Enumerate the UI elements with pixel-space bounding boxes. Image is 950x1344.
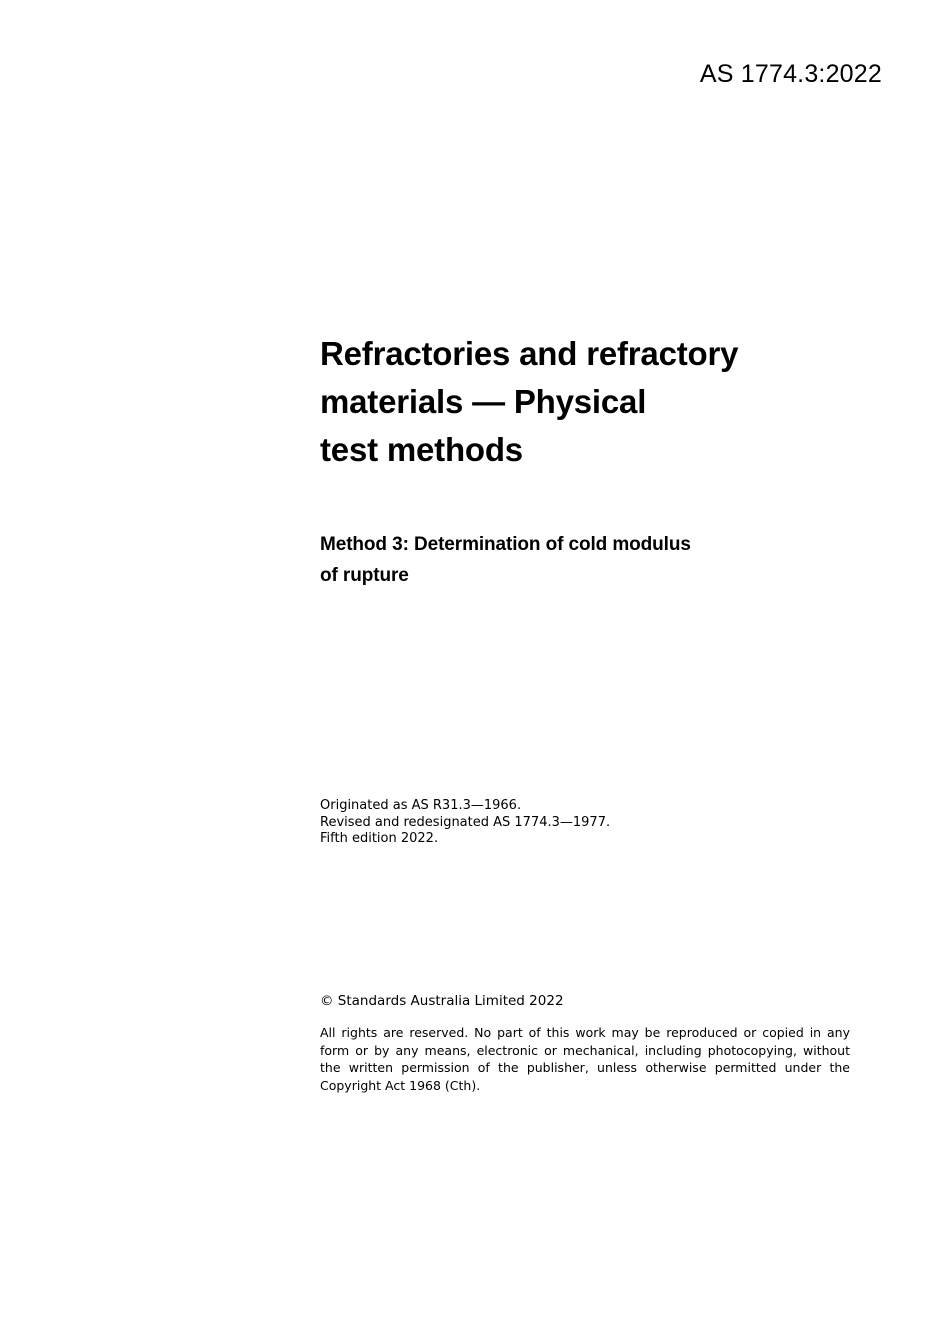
page-subtitle	[320, 474, 880, 591]
title-block	[320, 330, 880, 591]
rights-statement: All rights are reserved. No part of this work may be reproduced or copied in any form or by any means, electronic or mechanical, including photocopying, without the written permission of the publisher, unless otherwise permitted under the Copyright Act 1968 (Cth).	[320, 1025, 850, 1093]
copyright-notice: © Standards Australia Limited 2022	[320, 993, 564, 1009]
title-line-1: Refractories and refractory	[320, 335, 739, 372]
history-line-2: Revised and redesignated AS 1774.3—1977.	[320, 814, 611, 830]
title-line-3: test methods	[320, 431, 523, 468]
standard-number: AS 1774.3:2022	[699, 60, 882, 88]
history-line-1: Originated as AS R31.3—1966.	[320, 798, 522, 813]
subtitle-line-1: Method 3: Determination of cold modulus	[320, 534, 691, 555]
subtitle-line-2: of rupture	[320, 565, 409, 586]
publication-history	[320, 798, 880, 848]
history-line-3: Fifth edition 2022.	[320, 831, 439, 846]
page-title	[320, 330, 880, 474]
title-line-2: materials — Physical	[320, 383, 647, 420]
